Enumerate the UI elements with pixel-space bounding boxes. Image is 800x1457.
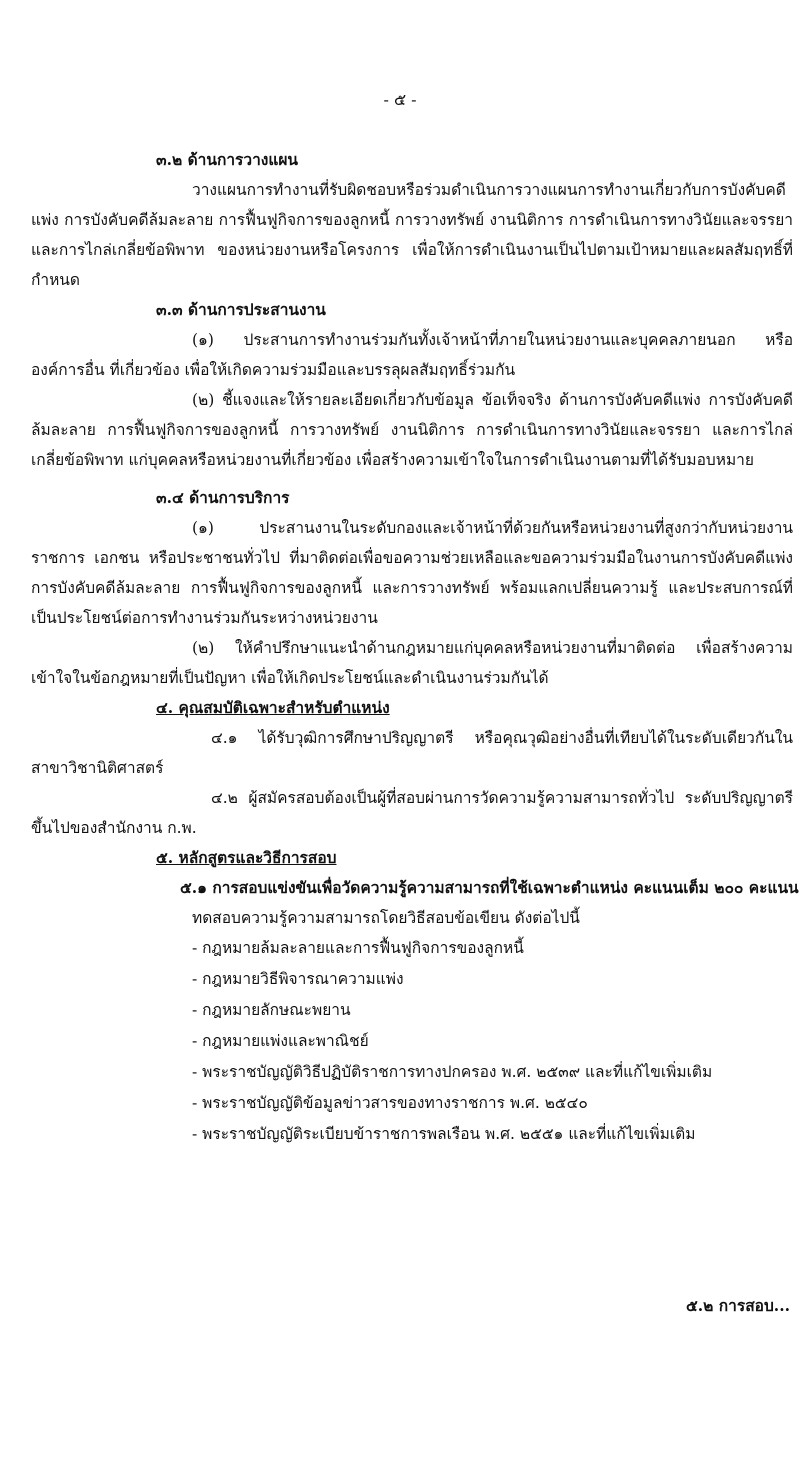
section-3-3-heading: ๓.๓ ด้านการประสานงาน <box>156 300 326 319</box>
section-3-4-heading: ๓.๔ ด้านการบริการ <box>156 488 290 507</box>
list-item: - พระราชบัญญัติข้อมูลข่าวสารของทางราชการ พ.ศ. ๒๕๔๐ <box>192 1094 588 1112</box>
list-item: - พระราชบัญญัติวิธีปฏิบัติราชการทางปกครอง พ.ศ. ๒๕๓๙ และที่แก้ไขเพิ่มเติม <box>192 1063 713 1081</box>
section-3-2-heading: ๓.๒ ด้านการวางแผน <box>156 150 299 169</box>
page-number: - ๕ - <box>383 90 417 109</box>
list-item: - กฎหมายล้มละลายและการฟื้นฟูกิจการของลูกหนี้ <box>192 939 524 957</box>
section-3-2-body: วางแผนการทำงานที่รับผิดชอบหรือร่วมดำเนินการวางแผนการทำงานเกี่ยวกับการบังคับคดีแพ่ง การบังคับคดีล้มละลาย การฟื้นฟูกิจการของลูกหนี้ การวางทรัพย์ งานนิติการ การดำเนินการทางวินัยและจรรยา และการไกล่เกลี่ยข้อพิพาท ของหน่วยงานหรือโครงการ เพื่อให้การดำเนินงานเป็นไปตามเป้าหมายและผลสัมฤทธิ์ที่กำหนด <box>31 181 793 289</box>
section-4-heading <box>31 693 793 723</box>
section-5-1-intro: ทดสอบความรู้ความสามารถโดยวิธีสอบข้อเขียน ดังต่อไปนี้ <box>192 909 580 927</box>
document-body <box>31 145 799 1150</box>
list-item: - กฎหมายแพ่งและพาณิชย์ <box>192 1032 369 1050</box>
section-5-1-heading: ๕.๑ การสอบแข่งขันเพื่อวัดความรู้ความสามารถที่ใช้เฉพาะตำแหน่ง คะแนนเต็ม ๒๐๐ คะแนน <box>180 878 799 897</box>
list-item: - พระราชบัญญัติระเบียบข้าราชการพลเรือน พ.ศ. ๒๕๕๑ และที่แก้ไขเพิ่มเติม <box>192 1125 696 1143</box>
section-3-3-item-1: (๑) ประสานการทำงานร่วมกันทั้งเจ้าหน้าที่ภายในหน่วยงานและบุคคลภายนอก หรือองค์การอื่น ที่เกี่ยวข้อง เพื่อให้เกิดความร่วมมือและบรรลุผลสัมฤทธิ์ร่วมกัน <box>31 331 793 379</box>
section-4-2: ๔.๒ ผู้สมัครสอบต้องเป็นผู้ที่สอบผ่านการวัดความรู้ความสามารถทั่วไป ระดับปริญญาตรีขึ้นไปของสำนักงาน ก.พ. <box>31 789 793 837</box>
section-4-heading-text: ๔. คุณสมบัติเฉพาะสำหรับตำแหน่ง <box>156 698 390 717</box>
section-5-heading-text: ๕. หลักสูตรและวิธีการสอบ <box>156 848 337 867</box>
list-item: - กฎหมายวิธีพิจารณาความแพ่ง <box>192 970 404 988</box>
list-item: - กฎหมายลักษณะพยาน <box>192 1001 351 1019</box>
section-3-4-item-2: (๒) ให้คำปรึกษาแนะนำด้านกฎหมายแก่บุคคลหรือหน่วยงานที่มาติดต่อ เพื่อสร้างความเข้าใจในข้อกฎหมายที่เป็นปัญหา เพื่อให้เกิดประโยชน์และดำเนินงานร่วมกันได้ <box>31 639 793 687</box>
continuation-note: ๕.๒ การสอบ... <box>686 1296 790 1315</box>
section-3-4-item-1: (๑) ประสานงานในระดับกองและเจ้าหน้าที่ด้วยกันหรือหน่วยงานที่สูงกว่ากับหน่วยงานราชการ เอกชน หรือประชาชนทั่วไป ที่มาติดต่อเพื่อขอความช่วยเหลือและขอความร่วมมือในงานการบังคับคดีแพ่ง การบังคับคดีล้มละลาย การฟื้นฟูกิจการของลูกหนี้ และการวางทรัพย์ พร้อมแลกเปลี่ยนความรู้ และประสบการณ์ที่เป็นประโยชน์ต่อการทำงานร่วมกันระหว่างหน่วยงาน <box>31 519 793 627</box>
section-3-3-item-2: (๒) ชี้แจงและให้รายละเอียดเกี่ยวกับข้อมูล ข้อเท็จจริง ด้านการบังคับคดีแพ่ง การบังคับคดีล้มละลาย การฟื้นฟูกิจการของลูกหนี้ การวางทรัพย์ งานนิติการ การดำเนินการทางวินัยและจรรยา และการไกล่เกลี่ยข้อพิพาท แก่บุคคลหรือหน่วยงานที่เกี่ยวข้อง เพื่อสร้างความเข้าใจในการดำเนินงานตามที่ได้รับมอบหมาย <box>31 391 793 469</box>
section-5-heading <box>31 843 793 873</box>
section-4-1: ๔.๑ ได้รับวุฒิการศึกษาปริญญาตรี หรือคุณวุฒิอย่างอื่นที่เทียบได้ในระดับเดียวกันในสาขาวิชานิติศาสตร์ <box>31 729 793 777</box>
exam-subject-list <box>31 933 793 1150</box>
